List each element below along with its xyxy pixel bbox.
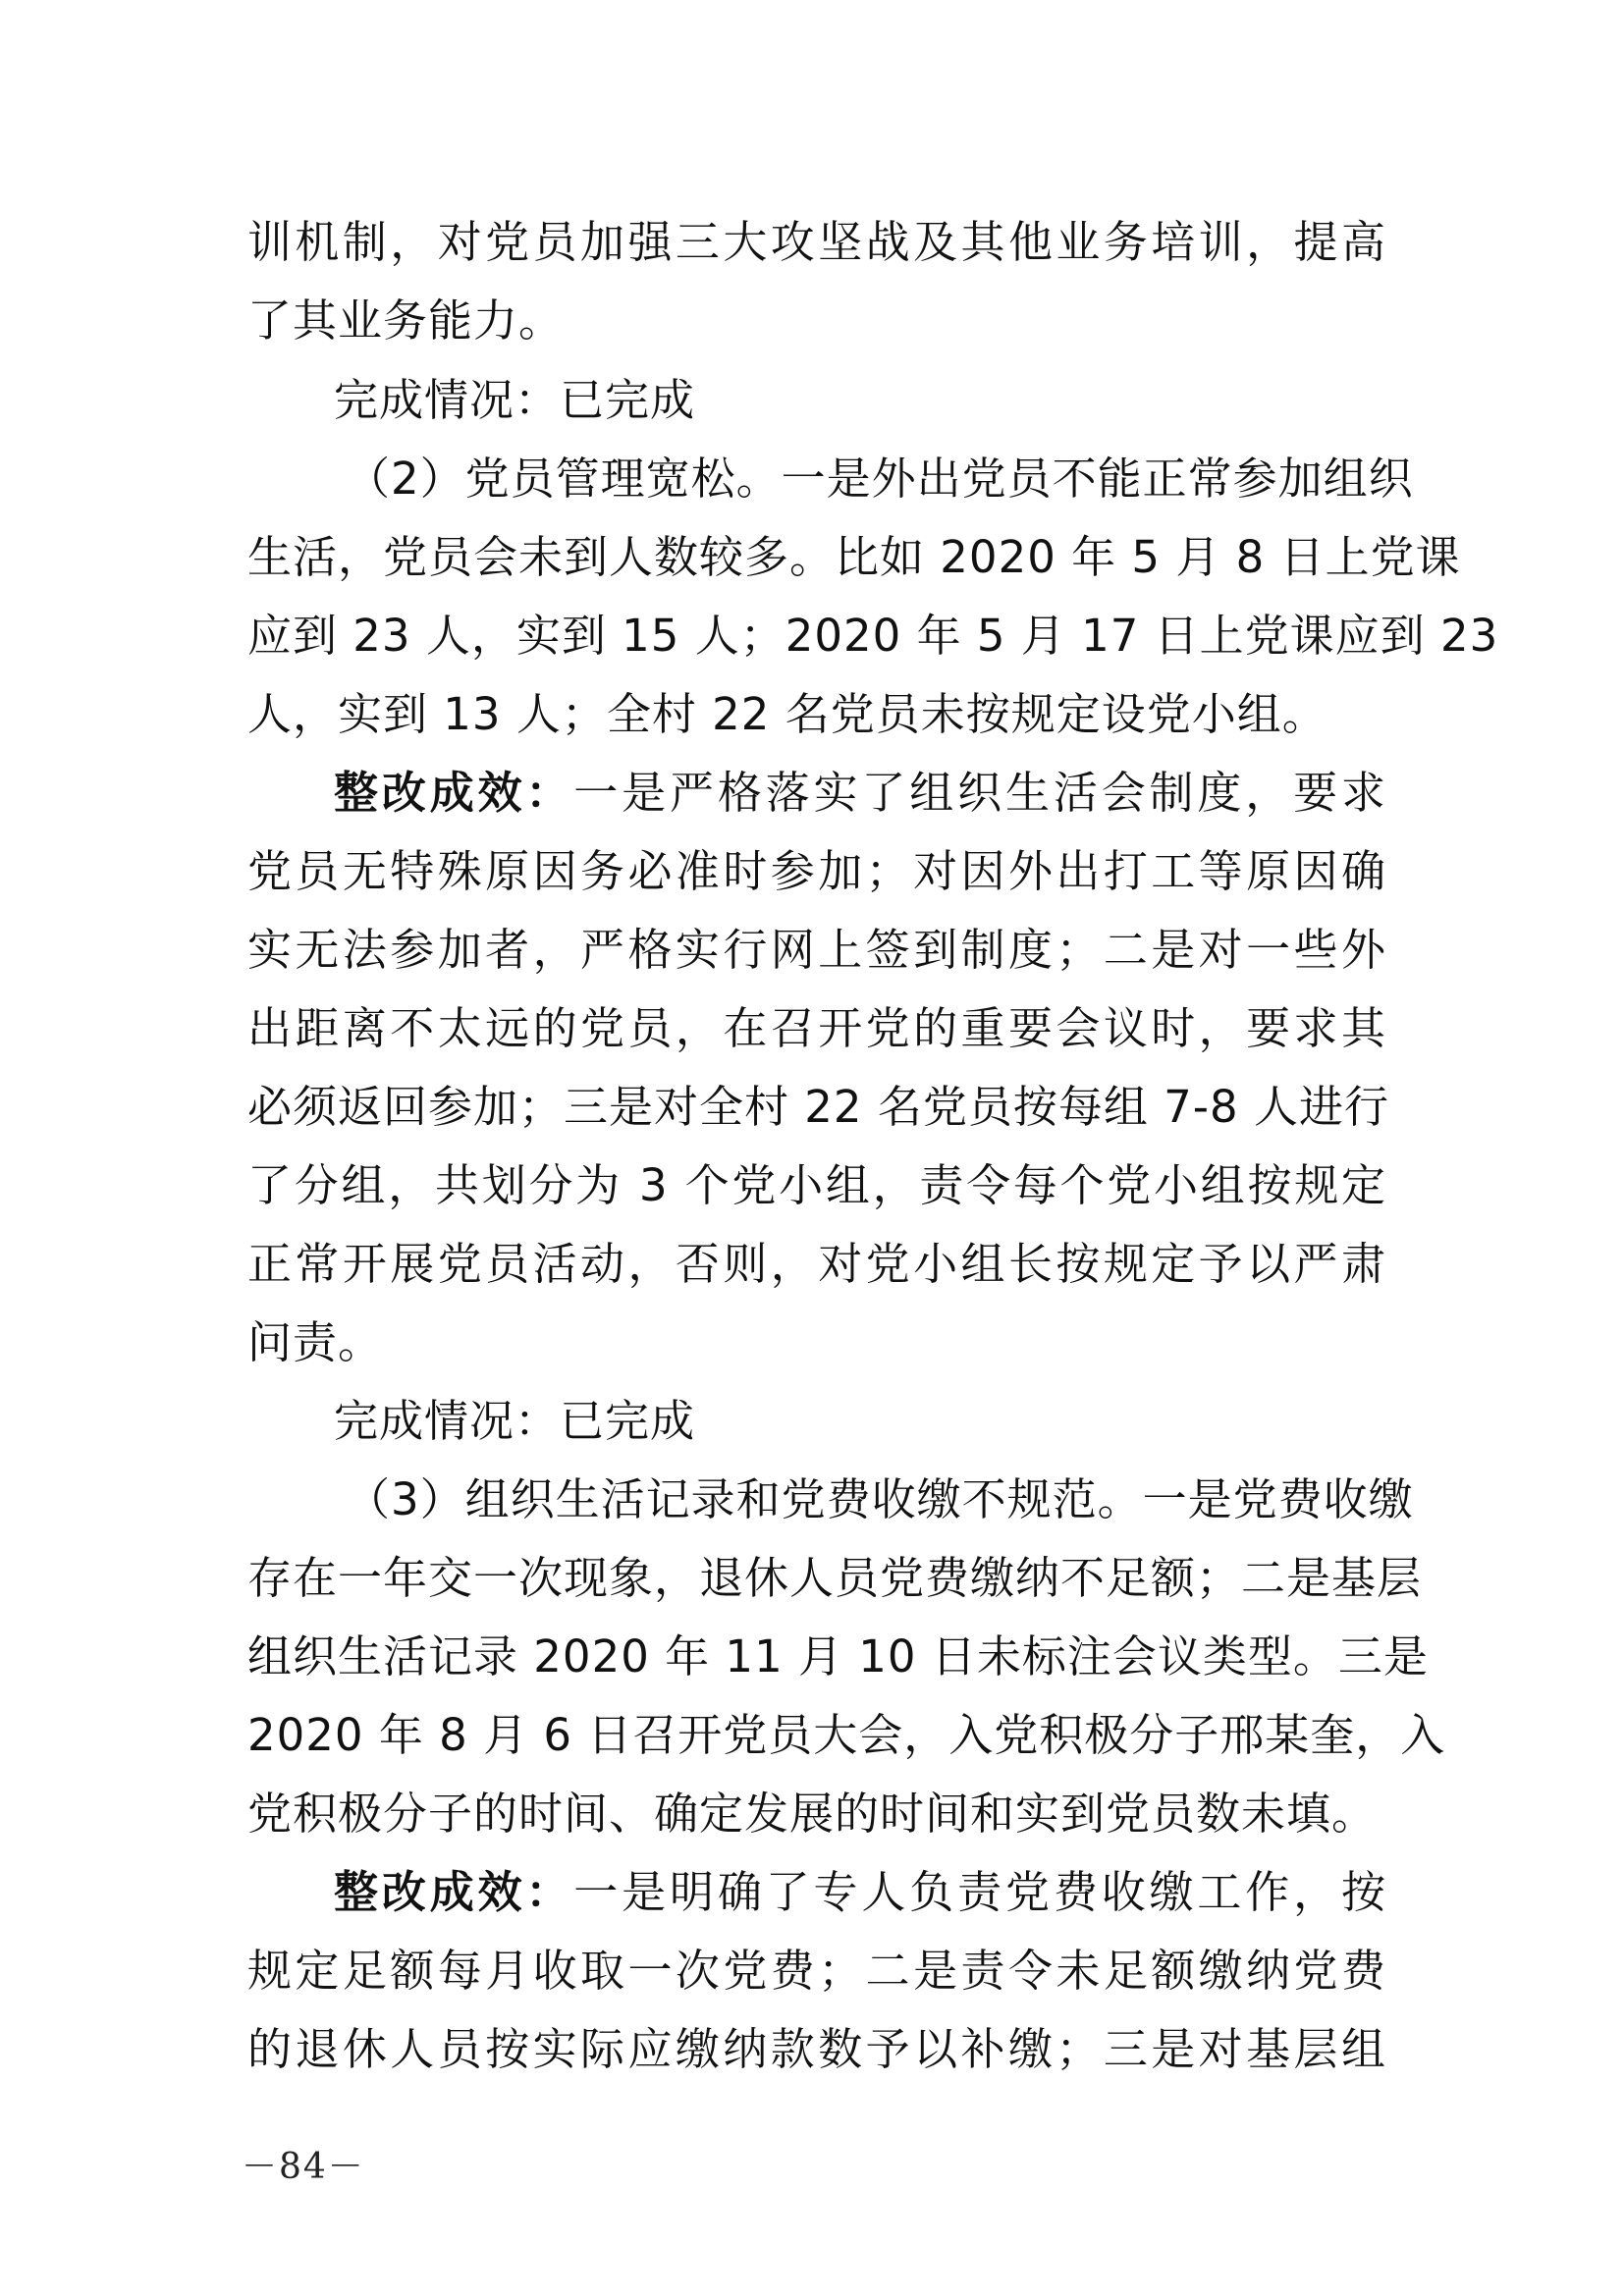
text-line: 问责。 — [247, 1316, 384, 1368]
text-line: 正常开展党员活动，否则，对党小组长按规定予以严肃 — [247, 1238, 1386, 1290]
text-line: 训机制，对党员加强三大攻坚战及其他业务培训，提高 — [247, 216, 1386, 268]
status-line: 完成情况：已完成 — [334, 374, 696, 426]
text-line: 的退休人员按实际应缴纳款数予以补缴；三是对基层组 — [247, 2023, 1386, 2075]
text-line: 了其业务能力。 — [247, 294, 565, 347]
rectification-paragraph-start — [334, 1863, 1386, 1924]
text-line: 人，实到 13 人；全村 22 名党员未按规定设党小组。 — [247, 688, 1327, 740]
page-number: －84－ — [242, 2147, 365, 2187]
text-line: 生活，党员会未到人数较多。比如 2020 年 5 月 8 日上党课 — [247, 531, 1461, 583]
bold-label: 整改成效： — [334, 767, 574, 819]
text-line: 党员无特殊原因务必准时参加；对因外出打工等原因确 — [247, 845, 1386, 897]
text-line: 党积极分子的时间、确定发展的时间和实到党员数未填。 — [247, 1788, 1378, 1840]
text-line: 存在一年交一次现象，退休人员党费缴纳不足额；二是基层 — [247, 1552, 1423, 1604]
text-line: 出距离不太远的党员，在召开党的重要会议时，要求其 — [247, 1002, 1386, 1054]
text-span: 一是严格落实了组织生活会制度，要求 — [573, 767, 1386, 819]
section-heading: （2）党员管理宽松。一是外出党员不能正常参加组织 — [346, 453, 1414, 505]
text-line: 应到 23 人，实到 15 人；2020 年 5 月 17 日上党课应到 23 — [247, 610, 1499, 662]
status-line: 完成情况：已完成 — [334, 1395, 696, 1447]
text-line: 规定足额每月收取一次党费；二是责令未足额缴纳党费 — [247, 1945, 1386, 1997]
text-line: 2020 年 8 月 6 日召开党员大会，入党积极分子邢某奎，入 — [247, 1709, 1446, 1761]
text-line: 组织生活记录 2020 年 11 月 10 日未标注会议类型。三是 — [247, 1630, 1429, 1682]
bold-label: 整改成效： — [334, 1866, 574, 1918]
text-span: 一是明确了专人负责党费收缴工作，按 — [573, 1866, 1386, 1918]
text-line: 实无法参加者，严格实行网上签到制度；二是对一些外 — [247, 924, 1386, 976]
text-line: 必须返回参加；三是对全村 22 名党员按每组 7-8 人进行 — [247, 1081, 1389, 1133]
text-line: 了分组，共划分为 3 个党小组，责令每个党小组按规定 — [247, 1159, 1386, 1211]
rectification-paragraph-start — [334, 764, 1386, 825]
section-heading: （3）组织生活记录和党费收缴不规范。一是党费收缴 — [346, 1473, 1414, 1525]
